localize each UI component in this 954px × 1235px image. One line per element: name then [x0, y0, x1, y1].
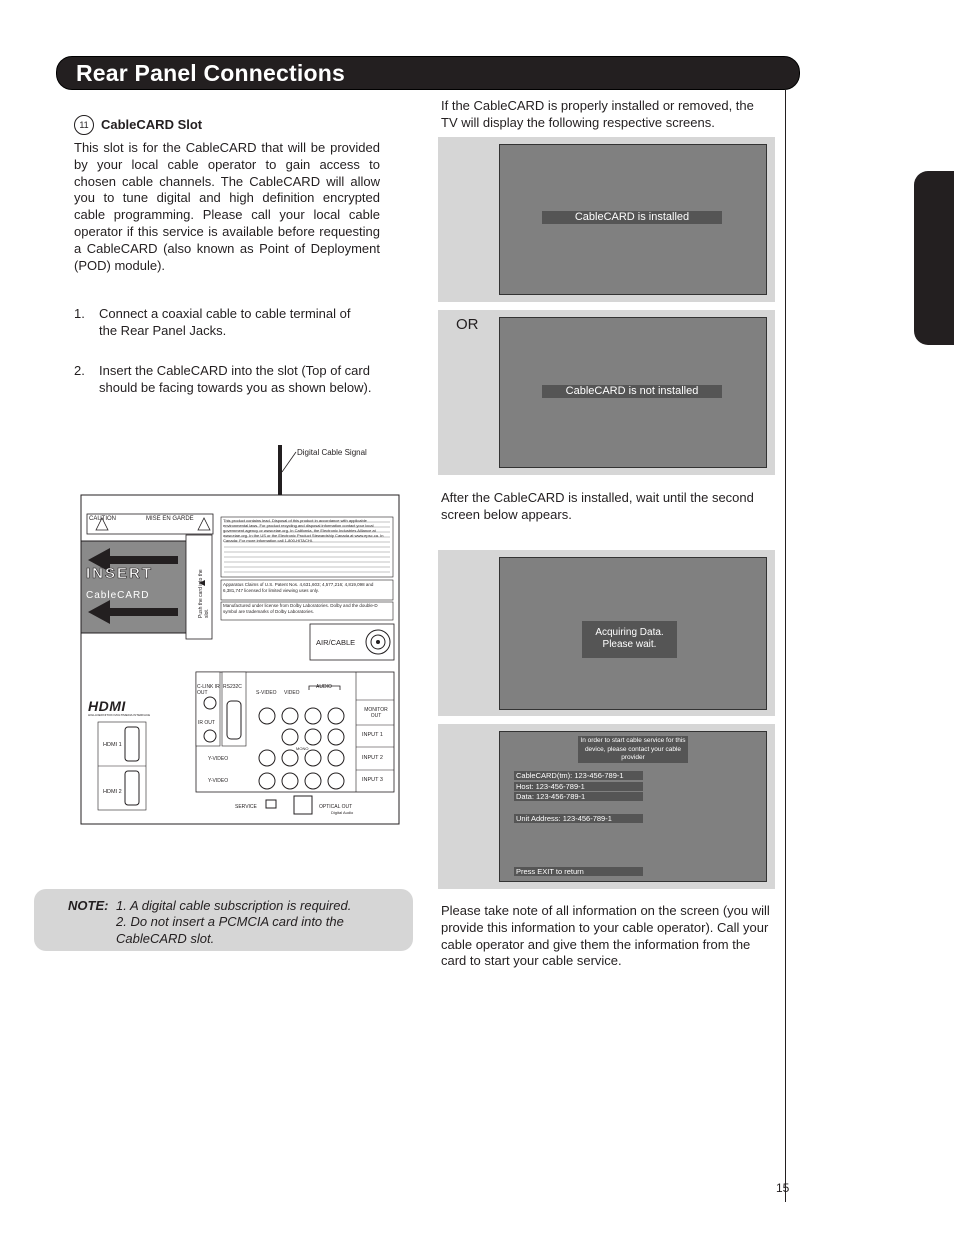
page-title: Rear Panel Connections [76, 60, 345, 86]
screen-not-installed-frame [438, 310, 775, 475]
cablecard-card-label: CableCARD [86, 590, 150, 601]
hdmi-logo: HDMI [88, 698, 126, 714]
input-1-label: INPUT 1 [362, 732, 383, 738]
mono-label: MONO [296, 746, 309, 751]
service-label: SERVICE [235, 804, 257, 810]
dolby-notice: Manufactured under license from Dolby Laboratories. Dolby and the double-D symbol are trademarks of Dolby Laboratories. [223, 603, 378, 614]
audio-label: AUDIO [316, 684, 332, 690]
optical-out-label: OPTICAL OUT [319, 804, 353, 810]
insert-label: INSERT [86, 565, 154, 582]
data-id-line: Data: 123-456-789-1 [514, 792, 643, 801]
tv-screen-acquiring [499, 557, 767, 710]
hdmi-1-label: HDMI 1 [103, 742, 122, 748]
tv-screen-info [499, 731, 767, 882]
after-install-text: After the CableCARD is installed, wait until the second screen below appears. [441, 490, 754, 522]
press-exit-line: Press EXIT to return [514, 867, 643, 876]
mise-en-garde-label: MISE EN GARDE [146, 516, 194, 522]
note-label: NOTE: [68, 898, 109, 913]
monitor-out-label: MONITOR OUT [364, 707, 388, 719]
environmental-notice: This product contains lead. Disposal of this product in accordance with applicable environmental laws. For product recycling and disposal information contact your local government agency or www.eiae.org. In California, the Electronic Industries Alliance at www.eiae.org. In the US or the Electronic Product Stewardship Canada at www.epsc.ca. In Canada: For more information call 1-800-HITACHI. [223, 518, 384, 543]
closing-paragraph: Please take note of all information on the screen (you will provide this information to your cable operator). Call your cable operator and give them the information from the card to start your cable service. [441, 903, 770, 969]
screen-acquiring-frame [438, 550, 775, 716]
acquiring-dialog [582, 621, 677, 658]
section-number-badge: 11 [74, 115, 94, 135]
input-2-label: INPUT 2 [362, 755, 383, 761]
acquiring-line-1: Acquiring Data. [595, 627, 664, 638]
push-card-label: Push the card into the slot. [198, 569, 210, 618]
step-2-number: 2. [74, 363, 85, 378]
screen-info-frame [438, 724, 775, 889]
video-label: VIDEO [284, 690, 300, 696]
tv-screen-not-installed [499, 317, 767, 468]
hdmi-tagline: HIGH-DEFINITION MULTIMEDIA INTERFACE [88, 713, 150, 717]
digital-audio-label: Digital Audio [331, 810, 354, 815]
section-heading: CableCARD Slot [101, 117, 203, 132]
rs232c-label: RS232C [223, 684, 242, 690]
not-installed-message-bar: CableCARD is not installed [542, 385, 722, 398]
host-id-line: Host: 123-456-789-1 [514, 782, 643, 791]
cable-service-message: In order to start cable service for this device, please contact your cable provider [578, 736, 688, 763]
s-video-label: S-VIDEO [256, 690, 277, 696]
note-item-1: 1. A digital cable subscription is required. [116, 898, 352, 913]
page-number: 15 [776, 1181, 790, 1195]
right-intro: If the CableCARD is properly installed or removed, the TV will display the following respective screens. [441, 98, 754, 130]
acquiring-line-2: Please wait. [602, 639, 657, 650]
ir-out-label: IR OUT [198, 720, 215, 726]
step-1-number: 1. [74, 306, 85, 321]
installed-message-bar: CableCARD is installed [542, 211, 722, 224]
caution-label: CAUTION [89, 516, 116, 522]
note-item-2: 2. Do not insert a PCMCIA card into the CableCARD slot. [116, 914, 344, 946]
or-label: OR [456, 316, 479, 333]
step-2-text: Insert the CableCARD into the slot (Top of card should be facing towards you as shown below). [99, 363, 372, 395]
input-3-label: INPUT 3 [362, 777, 383, 783]
clink-ir-out-label: C-LINK IR OUT [197, 684, 220, 696]
screen-installed-frame [438, 137, 775, 302]
patent-notice: Apparatus Claims of U.S. Patent Nos. 4,631,603; 4,577,216; 4,819,098 and 6,381,747 licensed for limited viewing uses only. [223, 582, 374, 593]
tv-screen-installed [499, 144, 767, 295]
digital-cable-signal-label: Digital Cable Signal [297, 448, 367, 457]
air-cable-label[interactable]: AIR/CABLE [316, 638, 356, 647]
intro-paragraph: This slot is for the CableCARD that will be provided by your local cable operator to gain access to chosen cable channels. The CableCARD will allow you to tune digital and high definition encrypted cable programming. Please call your local cable operator if this service is available before requesting a CableCARD (also known as Point of Deployment (POD) module). [74, 140, 380, 273]
y-video-input3-label: Y-VIDEO [208, 778, 229, 784]
y-video-input2-label: Y-VIDEO [208, 756, 229, 762]
unit-address-line: Unit Address: 123-456-789-1 [514, 814, 643, 823]
cablecard-id-line: CableCARD(tm): 123-456-789-1 [514, 771, 643, 780]
hdmi-2-label: HDMI 2 [103, 789, 122, 795]
step-1-text: Connect a coaxial cable to cable terminal of the Rear Panel Jacks. [99, 306, 351, 338]
